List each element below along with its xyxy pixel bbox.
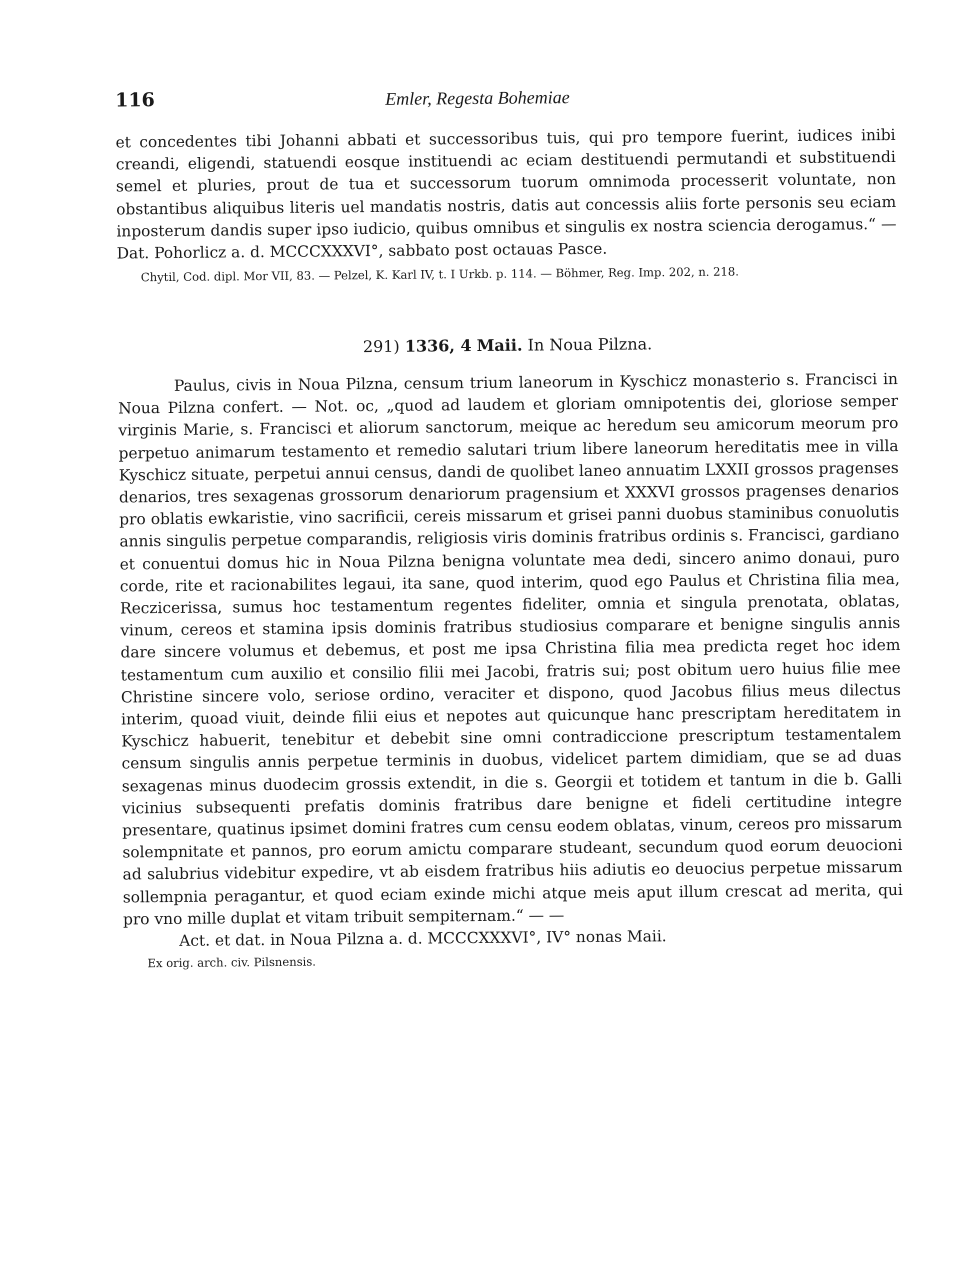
continuation-source: Chytil, Cod. dipl. Mor VII, 83. — Pelzel, K. Karl IV, t. I Urkb. p. 114. — Böhmer, Reg. Imp. 202, n. 218. [140,264,740,285]
charter-heading-block [117,332,897,358]
page-header [115,82,895,119]
charter-dating: Act. et dat. in Noua Pilzna a. d. MCCCXXXVI°, IV° nonas Maii. [179,927,667,950]
charter-source: Ex orig. arch. civ. Pilsnensis. [147,954,317,971]
charter-summary: Paulus, civis in Noua Pilzna, censum trium laneorum in Kyschicz monasterio s. Francisci in Noua Pilzna confert. — Not. oc, „quod ad laudem et gloriam omnipotentis dei, gloriose semper virginis Marie, s. Francisci et aliorum sanctorum, meique ac heredum seu amicorum meorum pro perpetuo animarum testamento et remedio salutari trium libere laneorum hereditatis mee in villa Kyschicz situate, perpetui annui census, dandi de quolibet laneo annuatim LXXII grossos pragenses denarios, tres sexagenas grossorum denariorum pragensium et XXXVI grossos pragenses denarios pro oblatis ewkaristie, vino sacrificii, cereis missarum et grisei panni duobus staminibus conuolutis annis singulis perpetue comparandis, religiosis viris dominis fratribus ordinis s. Francisci, gardiano et conuentui domus hic in Noua Pilzna benigna voluntate mea dedi, sincero animo donaui, puro corde, rite et racionabilites legaui, ita sane, quod interim, quod ego Paulus et Christina filia mea, Reczicerissa, sumus hoc testamentum regentes fideliter, omnia et singula prenotata, oblatas, vinum, cereos et stamina ipsis dominis fratribus studiosius comparare et benigne singulis annis dare sincere volumus et debemus, et post me ipsa Christina filia mea predicta reget hoc idem testamentum cum auxilio et consilio filii mei Jacobi, fratris sui; post obitum uero huius filie mee Christine sincere volo, seriose ordino, veraciter et dispono, quod Jacobus filius meus dilectus interim, quoad viuit, deinde filii eius et nepotes aut quicunque hanc prescriptam hereditatem in Kyschicz habuerit, tenebitur et debebit sine omni contradiccione prescriptum testamentalem censum singulis annis perpetue terminis in duobus, videlicet partem dimidiam, que se ad duas sexagenas minus duodecim grossis extendit, in die s. Georgii et totidem et tantum in die b. Galli vicinius subsequenti prefatis dominis fratribus dare benigne et fideli certitudine integre presentare, quatinus ipsimet domini fratres cum censu eodem oblatas, vinum, cereos pro missarum solempnitate et pannos, pro eorum amictu comparare studeant, secundum quod eorum deuocioni ad salubrius videbitur expedire, vt ab eisdem fratribus hiis adiutis eo deuocius perpetue missarum sollempnia peragantur, et quod eciam exinde michi atque meis aput illum crescat ad merita, qui pro vno mille duplat et vitam tribuit sempiternam.“ — — [118,369,903,929]
continuation-text: et concedentes tibi Johanni abbati et successoribus tuis, qui pro tempore fuerint, iudices inibi creandi, eligendi, statuendi eosque instituendi ac eciam destituendi permutandi et substituendi semel et pluries, prout de tua et successorum tuorum omnimoda processerit voluntate, non obstantibus aliquibus literis uel mandatis nostris, datis aut concessis aliis forte personis seu eciam inposterum dandis super ipso iudicio, quibus omnibus et singulis ex nostra sciencia derogamus.“ — Dat. Pohorlicz a. d. MCCCXXXVI°, sabbato post octauas Pasce. [115,125,897,263]
page-number: 116 [115,89,155,112]
charter-month: Maii. [476,335,523,356]
charter-date: 1336, 4 [404,336,472,356]
charter-heading [117,332,897,358]
charter-place: In Noua Pilzna. [527,334,653,355]
running-title: Emler, Regesta Bohemiae [385,87,570,109]
continuation-block [115,124,896,287]
charter-number: 291) [362,336,400,357]
charter-body [118,368,904,973]
